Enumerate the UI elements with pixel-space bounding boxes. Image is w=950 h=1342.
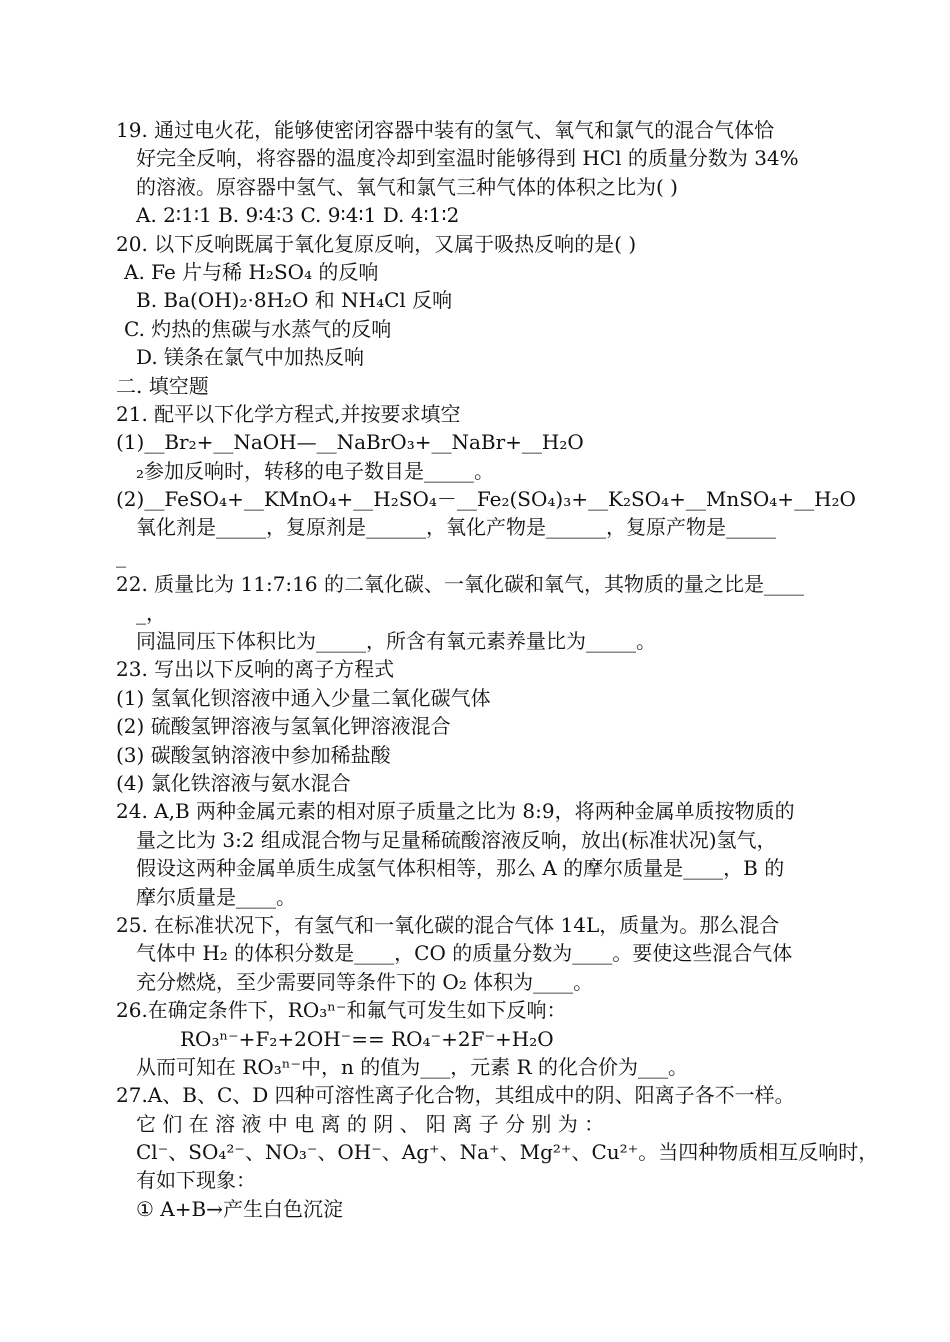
q19-options: A. 2∶1∶1 B. 9∶4∶3 C. 9∶4∶1 D. 4∶1∶2 xyxy=(136,203,460,228)
q21-part-2-question-wrap: _ xyxy=(116,543,126,568)
q23-item-4: (4) 氯化铁溶液与氨水混合 xyxy=(116,770,351,795)
q27-line-4: 有如下现象： xyxy=(136,1168,256,1193)
q23-item-2: (2) 硫酸氢钾溶液与氢氧化钾溶液混合 xyxy=(116,714,451,739)
q19-line-1: 19. 通过电火花，能够使密闭容器中装有的氢气、氧气和氯气的混合气体恰 xyxy=(116,118,775,142)
q21-part-2-equation: (2)__FeSO₄+__KMnO₄+__H₂SO₄－__Fe₂(SO₄)₃+__K₂SO₄+__MnSO₄+__H₂O xyxy=(116,487,856,512)
q22-line-1-wrap: _， xyxy=(136,600,166,625)
q26-question: 从而可知在 RO₃ⁿ⁻中，n 的值为___，元素 R 的化合价为___。 xyxy=(136,1054,689,1079)
q20-stem: 20. 以下反响既属于氧化复原反响，又属于吸热反响的是( ) xyxy=(116,231,637,256)
q23-item-1: (1) 氢氧化钡溶液中通入少量二氧化碳气体 xyxy=(116,685,491,710)
q27-observation-1: ① A+B→产生白色沉淀 xyxy=(136,1196,343,1221)
q27-line-2: 它 们 在 溶 液 中 电 离 的 阴 、 阳 离 子 分 别 为 ： xyxy=(136,1111,605,1136)
q19-line-2: 好完全反响，将容器的温度冷却到室温时能够得到 HCl 的质量分数为 34% xyxy=(136,146,799,171)
q22-line-2: 同温同压下体积比为_____，所含有氧元素养量比为_____。 xyxy=(136,629,656,654)
q20-option-a: A. Fe 片与稀 H₂SO₄ 的反响 xyxy=(124,259,379,284)
q24-line-1: 24. A,B 两种金属元素的相对原子质量之比为 8:9，将两种金属单质按物质的 xyxy=(116,799,795,824)
q21-part-1-question: ₂参加反响时，转移的电子数目是_____。 xyxy=(136,458,495,483)
q24-line-2: 量之比为 3:2 组成混合物与足量稀硫酸溶液反响，放出(标准状况)氢气， xyxy=(136,827,777,852)
document-body xyxy=(116,116,879,1223)
q20-option-c: C. 灼热的焦碳与水蒸气的反响 xyxy=(124,316,392,341)
q25-line-1: 25. 在标准状况下，有氢气和一氧化碳的混合气体 14L，质量为。那么混合 xyxy=(116,912,780,937)
q24-line-4: 摩尔质量是____。 xyxy=(136,884,296,909)
q20-option-d: D. 镁条在氯气中加热反响 xyxy=(136,345,365,370)
q25-line-3: 充分燃烧，至少需要同等条件下的 O₂ 体积为____。 xyxy=(136,969,594,994)
q20-option-b: B. Ba(OH)₂·8H₂O 和 NH₄Cl 反响 xyxy=(136,288,453,313)
q27-line-1: 27.A、B、C、D 四种可溶性离子化合物，其组成中的阴、阳离子各不一样。 xyxy=(116,1083,795,1108)
q26-equation: RO₃ⁿ⁻+F₂+2OH⁻== RO₄⁻+2F⁻+H₂O xyxy=(180,1026,554,1051)
q27-ions: Cl⁻、SO₄²⁻、NO₃⁻、OH⁻、Ag⁺、Na⁺、Mg²⁺、Cu²⁺。当四种物质相互反响时， xyxy=(136,1140,879,1165)
q25-line-2: 气体中 H₂ 的体积分数是____，CO 的质量分数为____。要使这些混合气体 xyxy=(136,941,793,966)
q22-line-1: 22. 质量比为 11:7:16 的二氧化碳、一氧化碳和氧气，其物质的量之比是____ xyxy=(116,572,804,597)
q23-stem: 23. 写出以下反响的离子方程式 xyxy=(116,657,395,682)
q19-line-3: 的溶液。原容器中氢气、氧气和氯气三种气体的体积之比为( ) xyxy=(136,174,678,199)
q21-stem: 21. 配平以下化学方程式,并按要求填空 xyxy=(116,401,461,426)
section-heading-fill-in: 二. 填空题 xyxy=(116,373,209,398)
q21-part-1-equation: (1)__Br₂+__NaOH—__NaBrO₃+__NaBr+__H₂O xyxy=(116,430,584,455)
q26-stem: 26.在确定条件下，RO₃ⁿ⁻和氟气可发生如下反响： xyxy=(116,998,567,1023)
q21-part-2-question: 氧化剂是_____，复原剂是______，氧化产物是______，复原产物是_____ xyxy=(136,515,776,540)
q24-line-3: 假设这两种金属单质生成氢气体积相等，那么 A 的摩尔质量是____，B 的 xyxy=(136,856,785,881)
q23-item-3: (3) 碳酸氢钠溶液中参加稀盐酸 xyxy=(116,742,391,767)
